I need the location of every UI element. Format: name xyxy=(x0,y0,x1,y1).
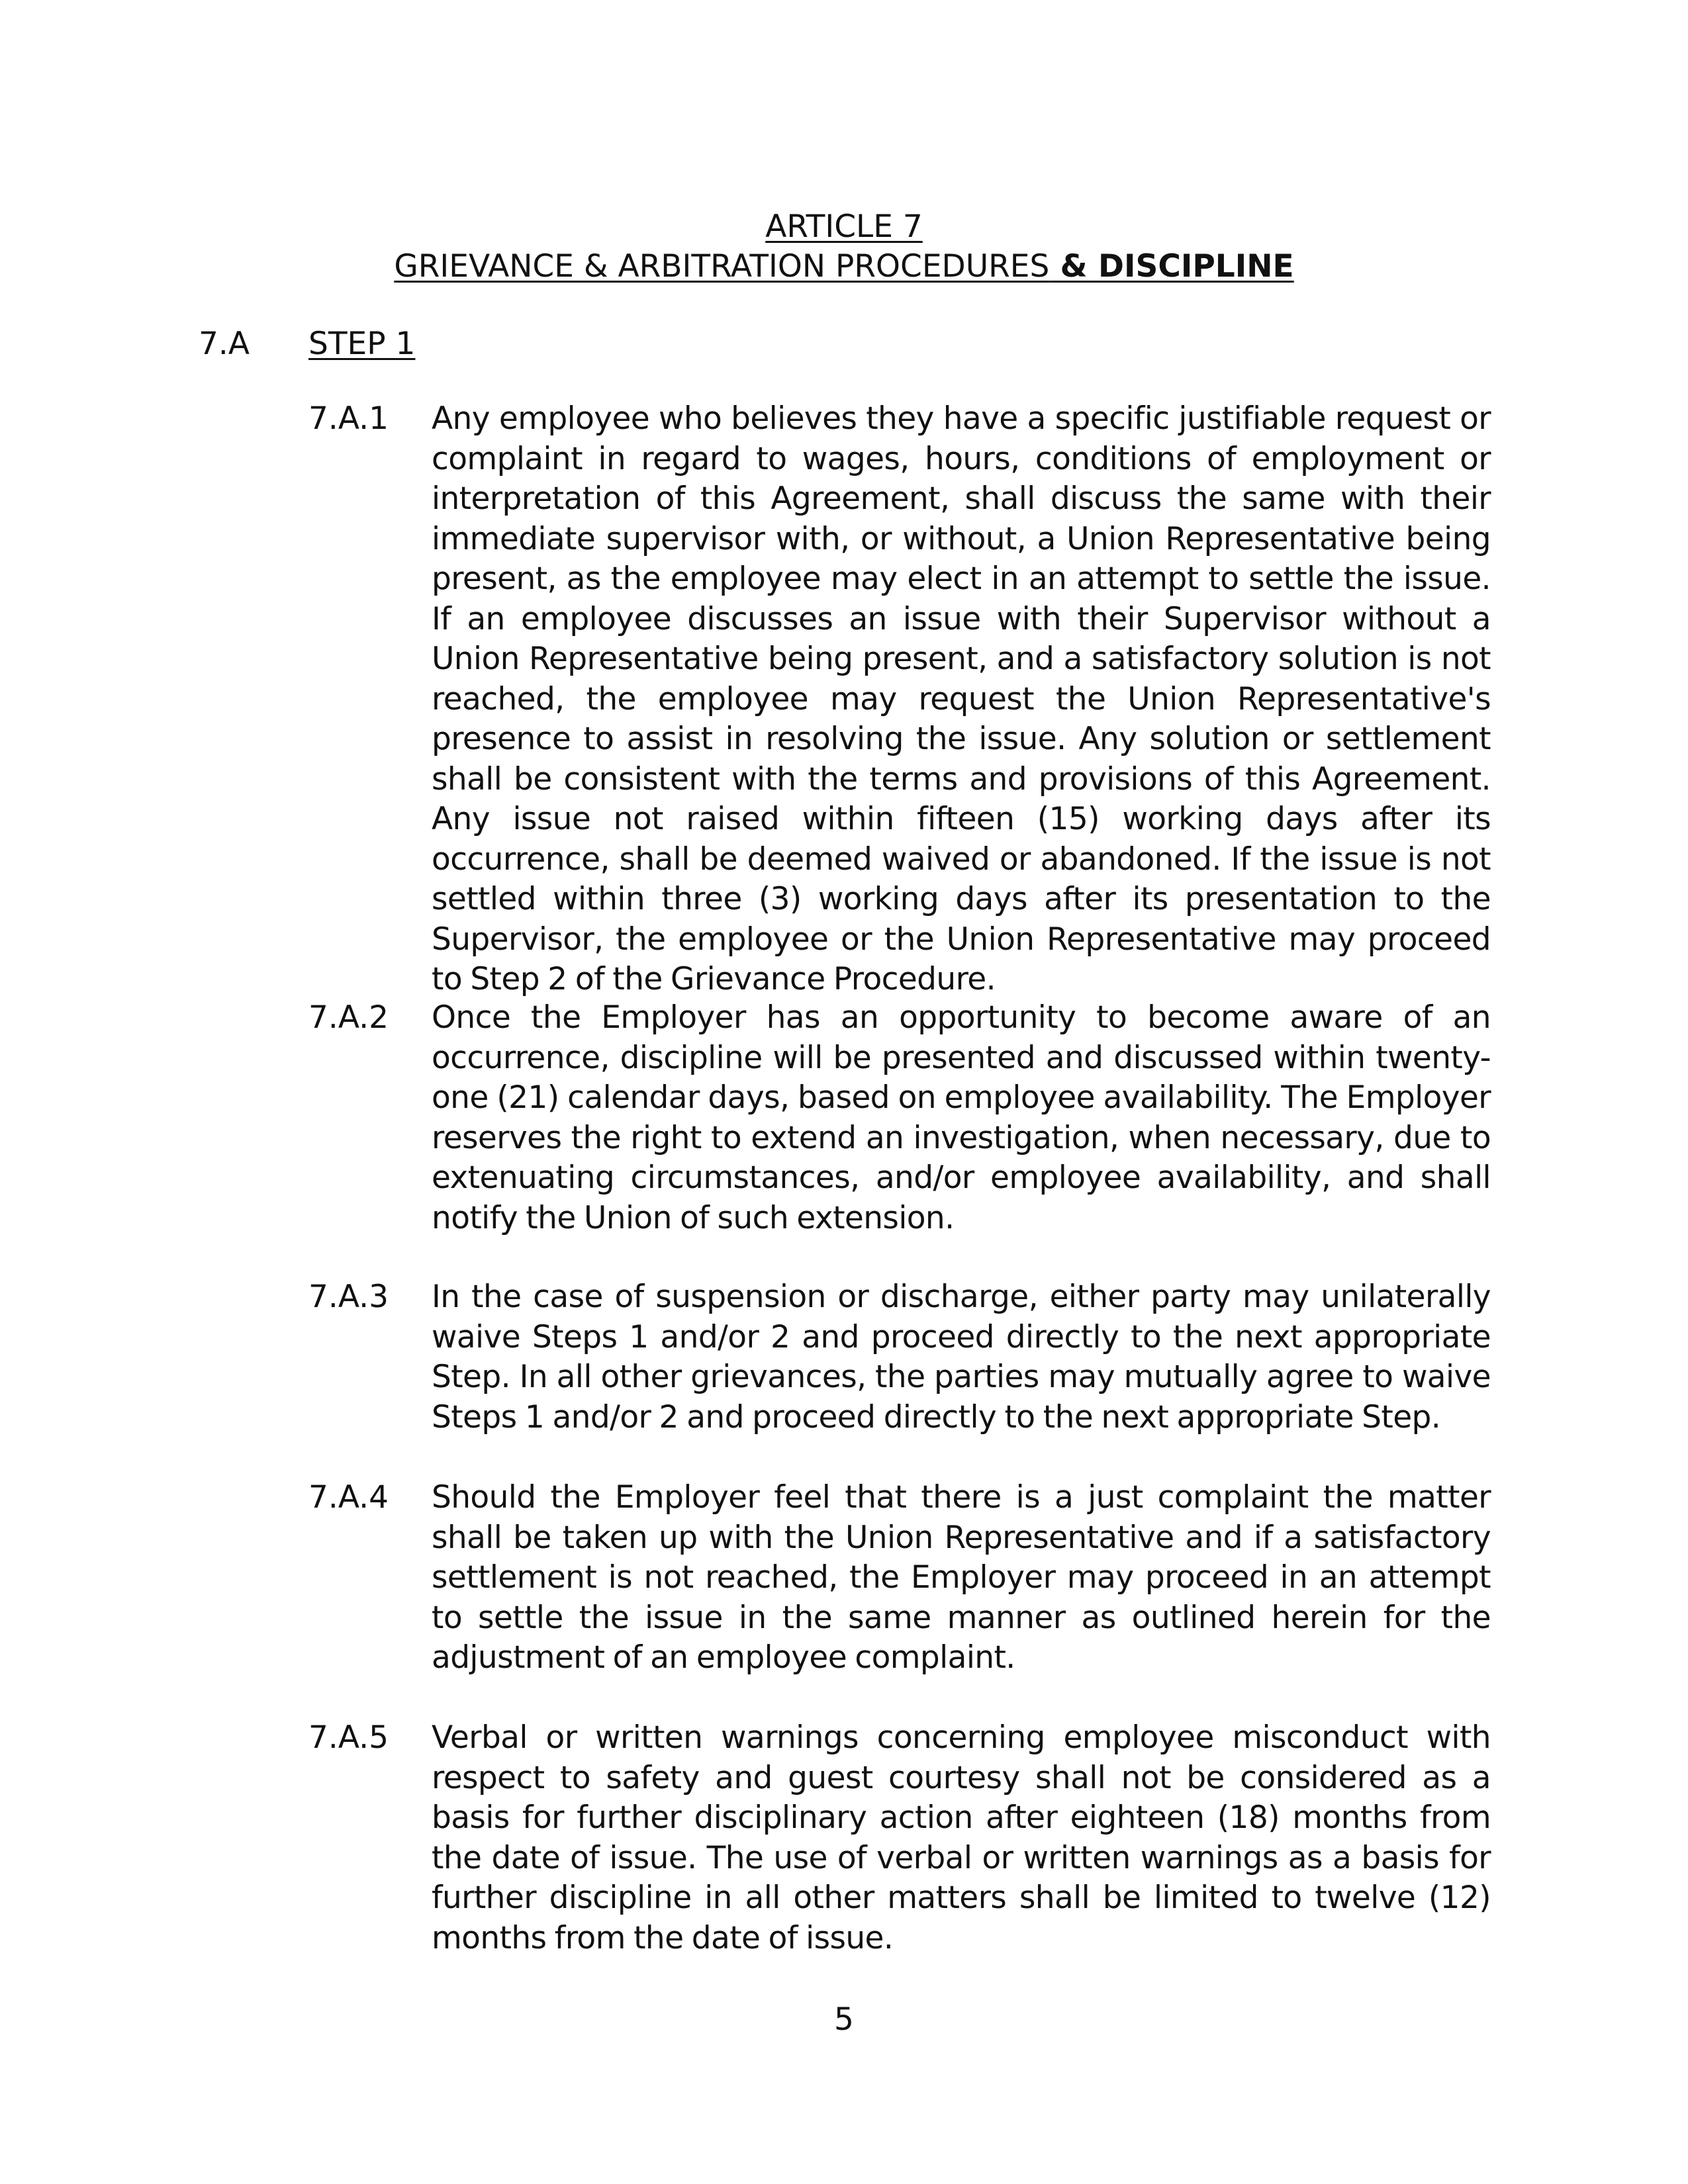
paragraph-number: 7.A.5 xyxy=(308,1719,389,1756)
paragraph-text: Once the Employer has an opportunity to become aware of an occurrence, discipline will be presented and discussed within twenty-one (21) calendar days, based on employee availability. The Employer reserves the right to extend an investigation, when necessary, due to extenuating circumstances, and/or employee availability, and shall notify the Union of such extension. xyxy=(432,999,1491,1236)
article-title-main: GRIEVANCE & ARBITRATION PROCEDURES xyxy=(394,248,1050,285)
paragraph-number: 7.A.3 xyxy=(308,1279,389,1315)
article-title-heading xyxy=(0,247,1688,287)
section-title: STEP 1 xyxy=(308,326,416,362)
paragraph-text: Verbal or written warnings concerning employee misconduct with respect to safety and guest courtesy shall not be considered as a basis for further disciplinary action after eighteen (18) months from the date of issue. The use of verbal or written warnings as a basis for further discipline in all other matters shall be limited to twelve (12) months from the date of issue. xyxy=(432,1719,1491,1956)
article-title xyxy=(394,248,1293,285)
article-number: ARTICLE 7 xyxy=(765,208,923,245)
paragraph-text: In the case of suspension or discharge, either party may unilaterally waive Steps 1 and/or 2 and proceed directly to the next appropriate Step. In all other grievances, the parties may mutually agree to waive Steps 1 and/or 2 and proceed directly to the next appropriate Step. xyxy=(432,1279,1491,1435)
section-number: 7.A xyxy=(199,326,250,362)
paragraph-number: 7.A.1 xyxy=(308,400,389,437)
article-title-discipline: & DISCIPLINE xyxy=(1049,248,1294,285)
page-number: 5 xyxy=(834,2001,854,2038)
paragraph-number: 7.A.4 xyxy=(308,1479,389,1516)
paragraph-text: Any employee who believes they have a specific justifiable request or complaint in regard to wages, hours, conditions of employment or interpretation of this Agreement, shall discuss the same with their immediate supervisor with, or without, a Union Representative being present, as the employee may elect in an attempt to settle the issue. If an employee discusses an issue with their Supervisor without a Union Representative being present, and a satisfactory solution is not reached, the employee may request the Union Representative's presence to assist in resolving the issue. Any solution or settlement shall be consistent with the terms and provisions of this Agreement. Any issue not raised within fifteen (15) working days after its occurrence, shall be deemed waived or abandoned. If the issue is not settled within three (3) working days after its presentation to the Supervisor, the employee or the Union Representative may proceed to Step 2 of the Grievance Procedure. xyxy=(432,400,1491,997)
article-number-heading xyxy=(0,207,1688,247)
paragraph-text: Should the Employer feel that there is a just complaint the matter shall be taken up with the Union Representative and if a satisfactory settlement is not reached, the Employer may proceed in an attempt to settle the issue in the same manner as outlined herein for the adjustment of an employee complaint. xyxy=(432,1479,1491,1676)
paragraph-number: 7.A.2 xyxy=(308,999,389,1036)
